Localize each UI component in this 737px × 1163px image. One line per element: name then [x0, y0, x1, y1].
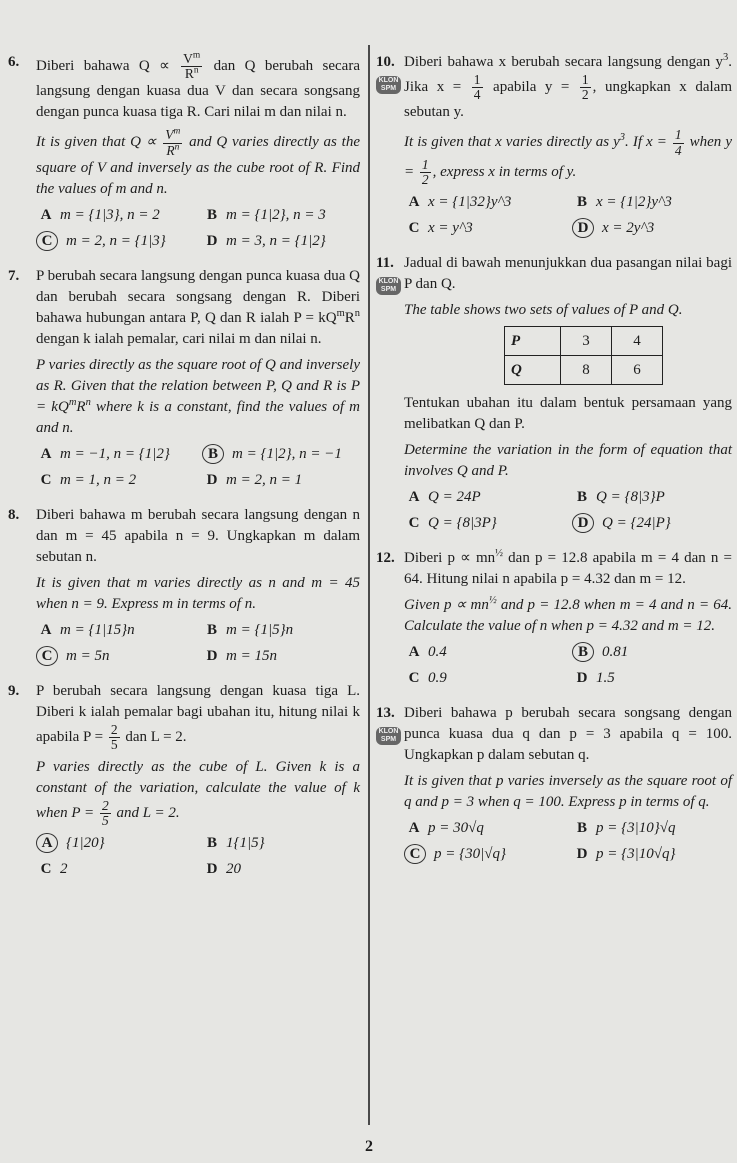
- option-text: m = 2, n = {1|3}: [66, 232, 166, 249]
- option-letter: D: [206, 471, 218, 488]
- option-letter: C: [408, 515, 420, 532]
- answer-option-a[interactable]: [36, 205, 194, 226]
- page-number: 2: [365, 1138, 373, 1155]
- question-text-malay: Diberi bahawa x berubah secara langsung dengan $y^3$. Jika x = $\frac{1}{4}$ apabila y = $\frac{1}{2}$ , ungkapkan x dalam sebutan y.: [404, 52, 733, 121]
- question-text-malay: Diberi bahawa p berubah secara songsang dengan punca kuasa dua q dan p = 3 apabila q = 100. Ungkapkan p dalam sebutan q.: [404, 705, 732, 764]
- answer-option-a[interactable]: [36, 444, 194, 465]
- klon-spm-badge: KLON SPM: [376, 727, 401, 745]
- answer-options: [404, 487, 732, 534]
- option-text: 0.9: [428, 670, 447, 687]
- option-letter: D: [576, 846, 588, 863]
- question-number: 7.: [8, 267, 20, 284]
- answer-option-a[interactable]: [36, 833, 194, 854]
- question-number: 13.: [376, 705, 395, 722]
- answer-option-b[interactable]: [202, 444, 360, 465]
- question-text-malay: Diberi bahawa Q ∝ $\frac{V^m}{R^n}$ dan Q berubah secara langsung dengan kuasa dua V dan secara songsang dengan punca kuasa tiga R. Cari nilai m dan nilai n.: [36, 50, 360, 121]
- option-text: p = {3|10√q}: [596, 846, 676, 863]
- option-text: p = {3|10}√q: [596, 820, 676, 837]
- left-column: [8, 52, 360, 880]
- option-letter: D: [572, 513, 594, 533]
- answer-option-d[interactable]: [202, 470, 360, 491]
- question-10: [376, 52, 732, 239]
- question-text-malay: P berubah secara langsung dengan punca kuasa dua Q dan berubah secara songsang dengan R. Diberi bahawa hubungan antara P, Q dan R ialah $P = kQ^mR^n$ dengan k ialah pemalar, cari nilai m dan nilai n.: [36, 267, 360, 347]
- right-column: [376, 52, 732, 865]
- answer-option-b[interactable]: [572, 642, 732, 663]
- option-letter: B: [202, 444, 224, 464]
- option-letter: B: [206, 206, 217, 223]
- answer-option-b[interactable]: [572, 192, 732, 213]
- table-cell: P: [505, 327, 561, 356]
- option-letter: C: [408, 670, 420, 687]
- option-text: 2: [60, 861, 68, 878]
- question-13: [376, 703, 732, 865]
- option-letter: B: [572, 642, 594, 662]
- option-text: x = y^3: [428, 220, 473, 237]
- question-7: [8, 266, 360, 491]
- answer-options: [36, 833, 360, 880]
- answer-option-c[interactable]: [404, 844, 564, 865]
- option-text: p = 30√q: [428, 820, 484, 837]
- question-number: 10.: [376, 54, 395, 70]
- table-row: [505, 356, 663, 385]
- option-letter: A: [40, 206, 52, 223]
- answer-option-c[interactable]: [404, 218, 564, 239]
- question-text-malay: Diberi $p \propto mn^{\frac{1}{2}}$ dan p = 12.8 apabila m = 4 dan n = 64. Hitung nilai n apabila p = 4.32 dan m = 12.: [404, 548, 733, 588]
- answer-option-a[interactable]: [404, 818, 564, 839]
- answer-option-a[interactable]: [404, 192, 564, 213]
- option-letter: A: [36, 833, 58, 853]
- question-11: [376, 253, 732, 534]
- answer-option-c[interactable]: [36, 470, 194, 491]
- table-cell: 3: [561, 327, 612, 356]
- answer-option-b[interactable]: [572, 487, 732, 508]
- question-text-english: Given $p \propto mn^{\frac{1}{2}}$ and p = 12.8 when m = 4 and n = 64. Calculate the value of n when p = 4.32 and m = 12.: [404, 595, 732, 635]
- answer-option-d[interactable]: [572, 668, 732, 689]
- question-text-english: It is given that p varies inversely as the square root of q and p = 3 when q = 100. Express p in terms of q.: [404, 773, 732, 811]
- answer-option-b[interactable]: [572, 818, 732, 839]
- option-text: Q = {24|P}: [602, 515, 671, 532]
- option-letter: B: [576, 489, 587, 506]
- option-letter: D: [576, 670, 588, 687]
- question-text-malay: Diberi bahawa m berubah secara langsung dengan n dan m = 45 apabila n = 9. Ungkapkan m dalam sebutan n.: [36, 506, 360, 565]
- option-letter: A: [408, 489, 420, 506]
- question-12: [376, 548, 732, 689]
- question-8: [8, 505, 360, 667]
- question-number: 6.: [8, 54, 20, 70]
- column-divider: [368, 45, 370, 1125]
- option-letter: D: [572, 218, 594, 238]
- question-text-english: P varies directly as the square root of Q and inversely as R. Given that the relation between P, Q and R is $P = kQ^mR^n$ where k is a constant, find the values of m and n.: [36, 356, 360, 436]
- answer-options: [36, 205, 360, 252]
- question-9: [8, 681, 360, 881]
- question-number: 12.: [376, 550, 395, 567]
- answer-option-a[interactable]: [36, 620, 194, 641]
- question-number: 11.: [376, 255, 394, 272]
- answer-option-d[interactable]: [572, 513, 732, 534]
- option-text: m = −1, n = {1|2}: [60, 445, 170, 462]
- question-text-malay: Jadual di bawah menunjukkan dua pasangan nilai bagi P dan Q.: [404, 255, 732, 293]
- option-letter: C: [36, 231, 58, 251]
- option-text: Q = {8|3P}: [428, 515, 497, 532]
- option-letter: A: [408, 194, 420, 211]
- klon-spm-badge: KLON SPM: [376, 76, 401, 94]
- answer-options: [404, 192, 732, 239]
- option-letter: C: [40, 861, 52, 878]
- answer-option-c[interactable]: [36, 646, 194, 667]
- answer-option-c[interactable]: [36, 859, 194, 880]
- option-text: 0.4: [428, 644, 447, 661]
- option-letter: B: [206, 621, 217, 638]
- answer-option-c[interactable]: [36, 231, 194, 252]
- answer-option-d[interactable]: [572, 218, 732, 239]
- option-text: Q = 24P: [428, 489, 481, 506]
- question-text-malay: P berubah secara langsung dengan kuasa tiga L. Diberi k ialah pemalar bagi ubahan itu, hitung nilai k apabila P = $\frac{2}{5}$ dan L = 2.: [36, 682, 360, 752]
- klon-spm-badge: KLON SPM: [376, 277, 401, 295]
- table-cell: Q: [505, 356, 561, 385]
- option-text: x = 2y^3: [602, 220, 655, 237]
- answer-option-b[interactable]: [202, 833, 360, 854]
- option-letter: B: [206, 835, 217, 852]
- answer-option-d[interactable]: [202, 859, 360, 880]
- option-letter: D: [206, 647, 218, 664]
- option-letter: C: [404, 844, 426, 864]
- option-text: m = {1|5}n: [226, 621, 294, 638]
- option-text: m = 15n: [226, 647, 277, 664]
- option-text: m = 3, n = {1|2}: [226, 232, 326, 249]
- answer-option-d[interactable]: [202, 646, 360, 667]
- question-text-english: P varies directly as the cube of L. Given k is a constant of the variation, calculate the value of k when P = $\frac{2}{5}$ and L = 2.: [36, 759, 360, 829]
- values-table: [504, 326, 663, 385]
- option-text: m = {1|3}, n = 2: [60, 206, 160, 223]
- table-cell: 4: [612, 327, 663, 356]
- answer-options: [404, 642, 732, 689]
- option-letter: A: [408, 820, 420, 837]
- option-letter: A: [408, 644, 420, 661]
- answer-options: [36, 444, 360, 491]
- option-text: 20: [226, 861, 241, 878]
- answer-option-d[interactable]: [572, 844, 732, 865]
- answer-options: [404, 818, 732, 865]
- question-text-english: It is given that m varies directly as n and m = 45 when n = 9. Express m in terms of n.: [36, 574, 360, 612]
- answer-option-a[interactable]: [404, 642, 564, 663]
- table-cell: 6: [612, 356, 663, 385]
- option-letter: C: [36, 646, 58, 666]
- option-letter: A: [40, 445, 52, 462]
- option-text: x = {1|2}y^3: [596, 194, 672, 211]
- option-text: 0.81: [602, 644, 629, 661]
- option-letter: D: [206, 861, 218, 878]
- answer-option-c[interactable]: [404, 668, 564, 689]
- option-text: m = 1, n = 2: [60, 471, 137, 488]
- answer-option-b[interactable]: [202, 620, 360, 641]
- question-number: 8.: [8, 506, 20, 523]
- option-text: m = 5n: [66, 647, 110, 664]
- option-letter: C: [40, 471, 52, 488]
- option-text: m = {1|2}, n = −1: [232, 445, 342, 462]
- table-row: [505, 327, 663, 356]
- answer-option-d[interactable]: [202, 231, 360, 252]
- option-text: m = {1|2}, n = 3: [226, 206, 326, 223]
- option-text: Q = {8|3}P: [596, 489, 665, 506]
- option-text: {1|20}: [66, 835, 105, 852]
- question-text-english-2: Determine the variation in the form of equation that involves Q and P.: [404, 442, 732, 480]
- option-text: 1{1|5}: [226, 835, 265, 852]
- option-text: m = {1|15}n: [60, 621, 135, 638]
- option-letter: A: [40, 621, 52, 638]
- option-text: 1.5: [596, 670, 615, 687]
- question-text-english: It is given that Q ∝ $\frac{V^m}{R^n}$ and Q varies directly as the square of V and inversely as the cube root of R. Find the values of m and n.: [36, 126, 360, 197]
- question-6: [8, 52, 360, 252]
- answer-options: [36, 620, 360, 667]
- answer-option-a[interactable]: [404, 487, 564, 508]
- option-letter: B: [576, 194, 587, 211]
- option-letter: B: [576, 820, 587, 837]
- option-letter: C: [408, 220, 420, 237]
- option-text: m = 2, n = 1: [226, 471, 303, 488]
- table-cell: 8: [561, 356, 612, 385]
- option-text: p = {30|√q}: [434, 846, 506, 863]
- answer-option-b[interactable]: [202, 205, 360, 226]
- option-text: x = {1|32}y^3: [428, 194, 512, 211]
- question-number: 9.: [8, 682, 20, 699]
- question-text-english: It is given that x varies directly as $y^3$. If x = $\frac{1}{4}$ when y = $\frac{1}{2}$ , express x in terms of y.: [404, 127, 732, 187]
- question-text-malay-2: Tentukan ubahan itu dalam bentuk persamaan yang melibatkan Q dan P.: [404, 395, 732, 433]
- question-text-english: The table shows two sets of values of P and Q.: [404, 302, 683, 319]
- option-letter: D: [206, 232, 218, 249]
- answer-option-c[interactable]: [404, 513, 564, 534]
